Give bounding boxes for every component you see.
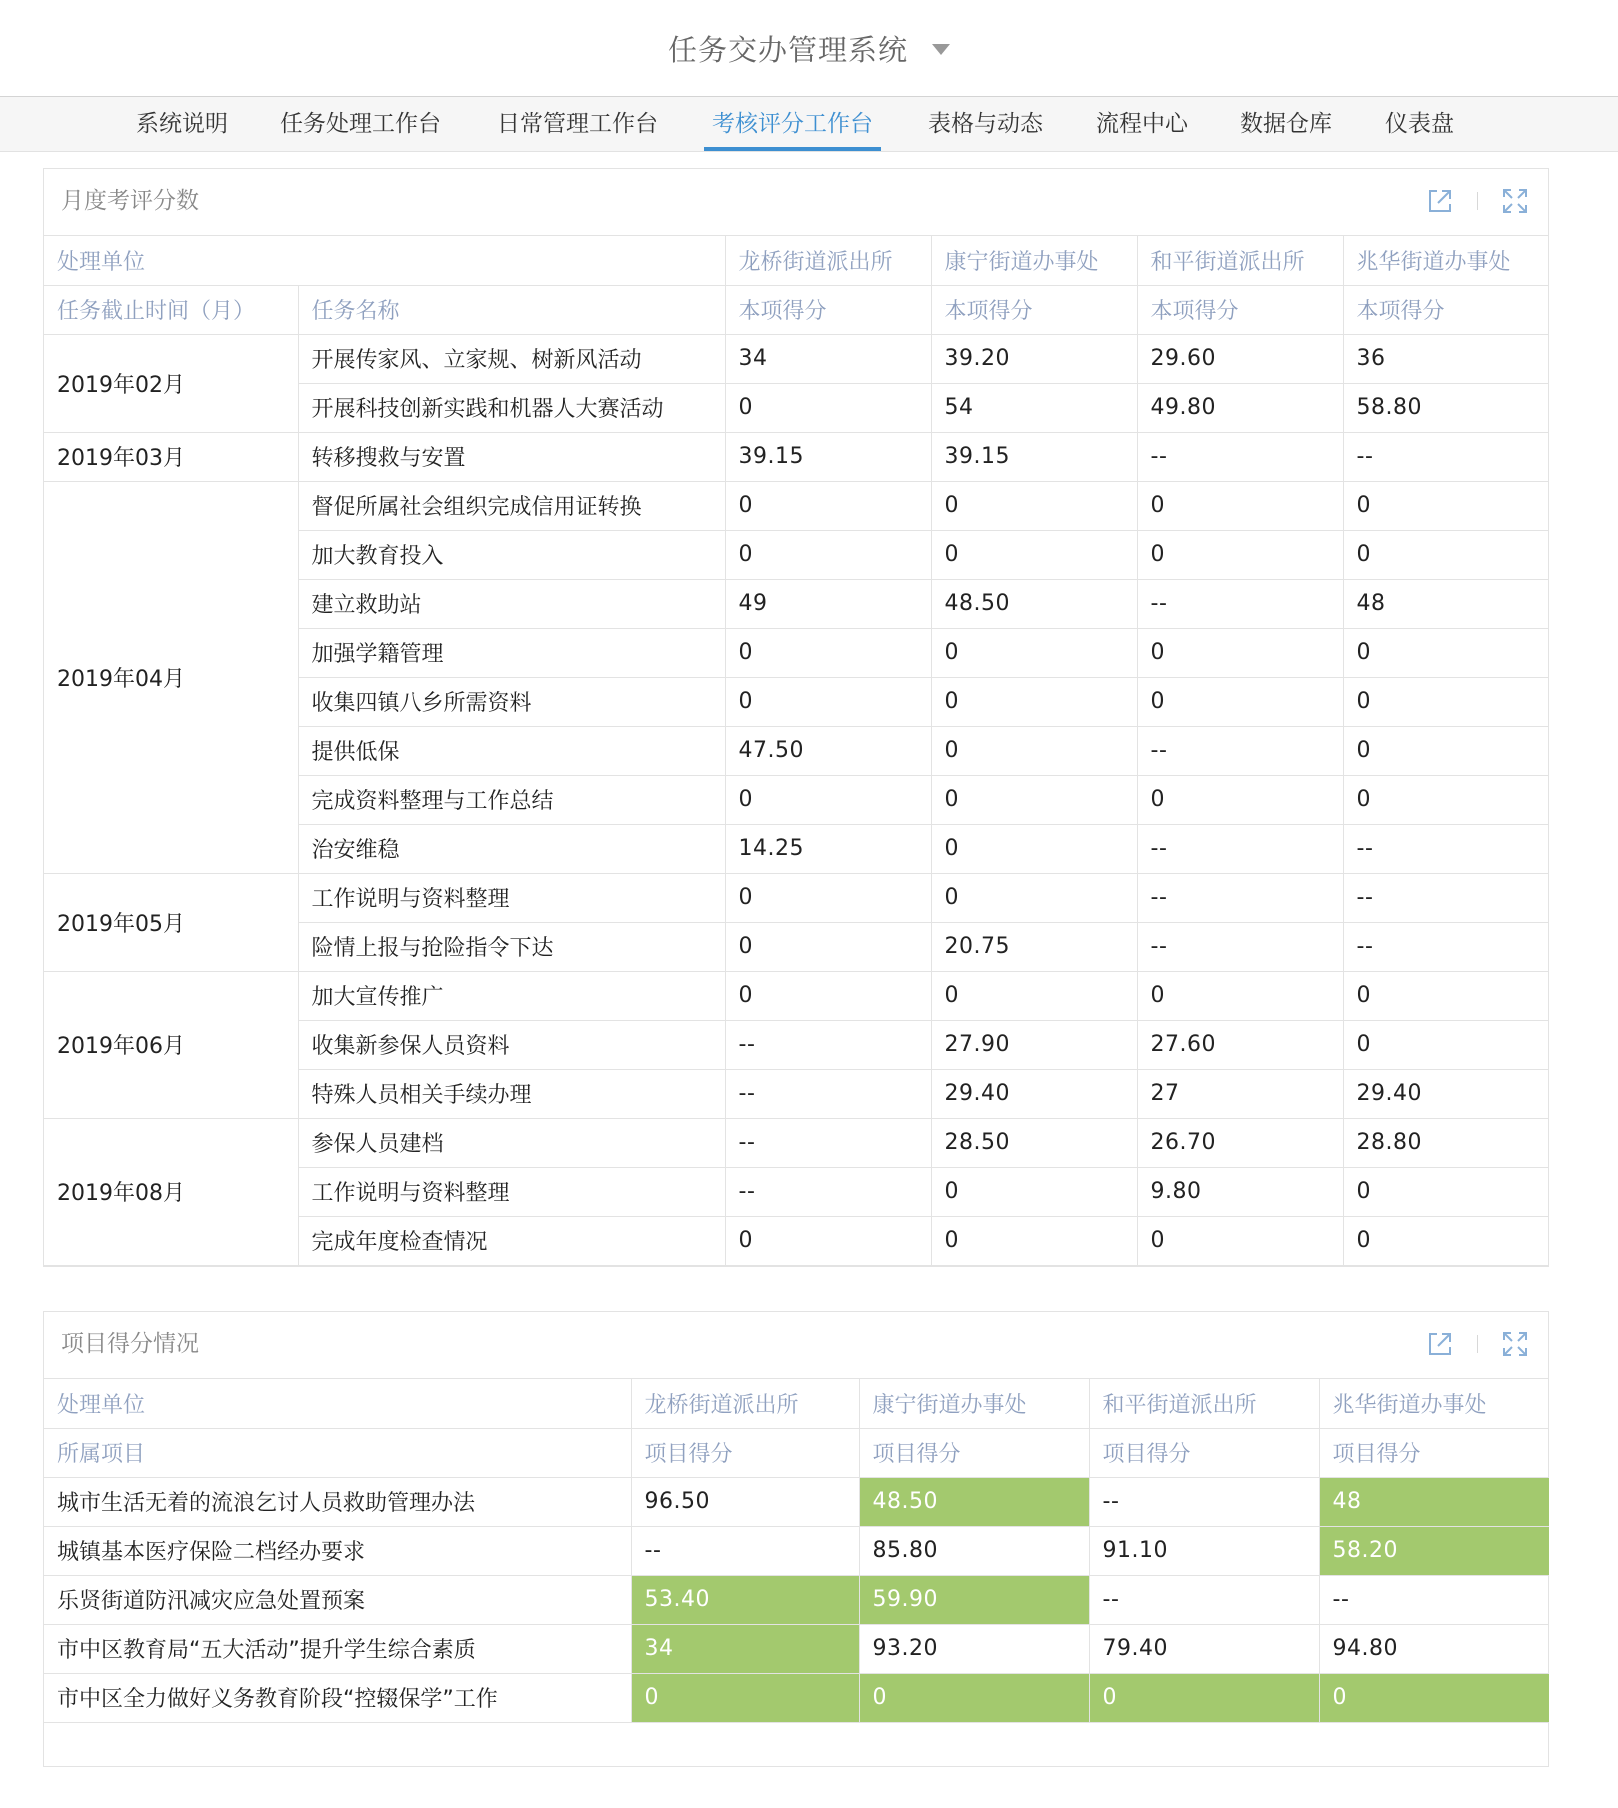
score-cell: 0 [1137, 775, 1343, 824]
score-cell: -- [1343, 873, 1549, 922]
panel-tools [1425, 1328, 1530, 1360]
table-row [44, 1575, 1549, 1624]
score-cell: 0 [931, 971, 1137, 1020]
score-cell-highlighted: 34 [631, 1624, 859, 1673]
score-cell-highlighted: 0 [631, 1673, 859, 1722]
fullscreen-icon[interactable] [1500, 1329, 1530, 1359]
score-column-header: 项目得分 [1319, 1428, 1549, 1477]
score-cell: 0 [1343, 775, 1549, 824]
month-cell: 2019年03月 [44, 432, 298, 481]
score-cell: 0 [1343, 628, 1549, 677]
score-cell: 0 [931, 677, 1137, 726]
tab-daily-workbench[interactable]: 日常管理工作台 [497, 111, 658, 137]
score-cell: -- [1137, 922, 1343, 971]
task-name-cell: 建立救助站 [298, 579, 725, 628]
task-name-cell: 工作说明与资料整理 [298, 1167, 725, 1216]
score-cell: 0 [1137, 971, 1343, 1020]
score-cell: 39.15 [725, 432, 931, 481]
score-cell: -- [725, 1069, 931, 1118]
score-cell: 0 [931, 1216, 1137, 1265]
score-cell-highlighted: 48.50 [859, 1477, 1089, 1526]
score-cell: 49 [725, 579, 931, 628]
score-cell: 29.40 [1343, 1069, 1549, 1118]
score-cell: 0 [1343, 1020, 1549, 1069]
score-cell: 36 [1343, 334, 1549, 383]
score-cell: 20.75 [931, 922, 1137, 971]
panel-header [44, 1312, 1548, 1379]
score-column-header: 本项得分 [1343, 285, 1549, 334]
task-name-cell: 完成年度检查情况 [298, 1216, 725, 1265]
table-row [44, 971, 1549, 1020]
score-cell: 0 [1137, 628, 1343, 677]
score-cell: 58.80 [1343, 383, 1549, 432]
unit-name: 兆华街道办事处 [1343, 236, 1549, 285]
score-cell: 27 [1137, 1069, 1343, 1118]
score-cell: 48 [1343, 579, 1549, 628]
table-row [44, 432, 1549, 481]
score-cell: -- [1137, 726, 1343, 775]
project-score-panel [43, 1311, 1549, 1767]
panel-tools [1425, 185, 1530, 217]
score-cell: 0 [931, 726, 1137, 775]
score-cell: 0 [725, 922, 931, 971]
project-name-cell: 乐贤街道防汛减灾应急处置预案 [44, 1575, 631, 1624]
month-cell: 2019年02月 [44, 334, 298, 432]
score-cell: -- [725, 1118, 931, 1167]
tool-divider [1477, 1335, 1478, 1353]
tab-task-workbench[interactable]: 任务处理工作台 [280, 111, 441, 137]
score-cell: -- [1319, 1575, 1549, 1624]
task-name-cell: 收集四镇八乡所需资料 [298, 677, 725, 726]
unit-name: 龙桥街道派出所 [725, 236, 931, 285]
header-row [44, 236, 1549, 285]
score-cell: 0 [725, 383, 931, 432]
app-title[interactable]: 任务交办管理系统 [667, 32, 908, 67]
table-row [44, 1624, 1549, 1673]
score-cell: 39.15 [931, 432, 1137, 481]
score-cell: -- [1343, 922, 1549, 971]
tab-dashboard[interactable]: 仪表盘 [1385, 111, 1454, 137]
chevron-down-icon[interactable] [932, 44, 950, 55]
score-cell-highlighted: 0 [1319, 1673, 1549, 1722]
score-cell: 48.50 [931, 579, 1137, 628]
score-cell: 0 [725, 873, 931, 922]
task-name-cell: 开展传家风、立家规、树新风活动 [298, 334, 725, 383]
score-cell: 0 [1137, 1216, 1343, 1265]
unit-name: 康宁街道办事处 [859, 1379, 1089, 1428]
score-cell: 0 [725, 530, 931, 579]
score-column-header: 本项得分 [931, 285, 1137, 334]
score-column-header: 本项得分 [725, 285, 931, 334]
score-cell-highlighted: 53.40 [631, 1575, 859, 1624]
month-cell: 2019年05月 [44, 873, 298, 971]
project-name-cell: 市中区教育局“五大活动”提升学生综合素质 [44, 1624, 631, 1673]
table-row [44, 1477, 1549, 1526]
score-cell: 0 [1343, 481, 1549, 530]
score-cell: 27.90 [931, 1020, 1137, 1069]
score-cell: -- [1137, 824, 1343, 873]
score-column-header: 本项得分 [1137, 285, 1343, 334]
task-name-cell: 参保人员建档 [298, 1118, 725, 1167]
score-cell: 0 [931, 1167, 1137, 1216]
panel-footer [44, 1723, 1548, 1766]
score-cell: 0 [1343, 1167, 1549, 1216]
score-cell: 0 [725, 481, 931, 530]
score-cell: -- [1137, 579, 1343, 628]
open-external-icon[interactable] [1425, 186, 1455, 216]
tab-system-intro[interactable]: 系统说明 [136, 111, 228, 137]
task-name-cell: 督促所属社会组织完成信用证转换 [298, 481, 725, 530]
task-name-cell: 加大宣传推广 [298, 971, 725, 1020]
project-column-header: 所属项目 [44, 1428, 631, 1477]
project-name-cell: 城镇基本医疗保险二档经办要求 [44, 1526, 631, 1575]
score-cell: 49.80 [1137, 383, 1343, 432]
table-row [44, 1526, 1549, 1575]
score-cell: 14.25 [725, 824, 931, 873]
score-cell: -- [725, 1020, 931, 1069]
score-cell: 91.10 [1089, 1526, 1319, 1575]
score-cell: 0 [931, 481, 1137, 530]
score-cell: 28.50 [931, 1118, 1137, 1167]
project-score-table [44, 1379, 1549, 1723]
score-column-header: 项目得分 [859, 1428, 1089, 1477]
score-cell: 0 [1137, 677, 1343, 726]
main-nav [0, 97, 1618, 152]
score-cell: 47.50 [725, 726, 931, 775]
tab-process-center[interactable]: 流程中心 [1096, 111, 1188, 137]
unit-header: 处理单位 [44, 236, 725, 285]
open-external-icon[interactable] [1425, 1329, 1455, 1359]
score-cell: 0 [1137, 481, 1343, 530]
score-cell: 0 [931, 775, 1137, 824]
score-cell: -- [1089, 1477, 1319, 1526]
project-name-cell: 城市生活无着的流浪乞讨人员救助管理办法 [44, 1477, 631, 1526]
score-cell: -- [1089, 1575, 1319, 1624]
score-cell: 0 [931, 824, 1137, 873]
score-cell: -- [1343, 432, 1549, 481]
panel-header [44, 169, 1548, 236]
score-cell: 96.50 [631, 1477, 859, 1526]
score-cell: 0 [1137, 530, 1343, 579]
score-cell: -- [1343, 824, 1549, 873]
score-cell: 39.20 [931, 334, 1137, 383]
score-cell: 29.60 [1137, 334, 1343, 383]
score-cell: 28.80 [1343, 1118, 1549, 1167]
task-name-cell: 工作说明与资料整理 [298, 873, 725, 922]
score-cell: -- [631, 1526, 859, 1575]
score-cell: 0 [725, 677, 931, 726]
score-cell: 85.80 [859, 1526, 1089, 1575]
task-name-cell: 转移搜救与安置 [298, 432, 725, 481]
score-cell: 0 [931, 628, 1137, 677]
unit-name: 和平街道派出所 [1089, 1379, 1319, 1428]
score-cell: -- [1137, 873, 1343, 922]
app-header [0, 0, 1618, 97]
table-row [44, 1118, 1549, 1167]
tab-scoring-workbench[interactable]: 考核评分工作台 [712, 97, 873, 151]
table-row [44, 481, 1549, 530]
project-name-cell: 市中区全力做好义务教育阶段“控辍保学”工作 [44, 1673, 631, 1722]
header-row [44, 285, 1549, 334]
table-row [44, 1673, 1549, 1722]
tab-tables-dynamics[interactable]: 表格与动态 [928, 111, 1043, 137]
score-cell-highlighted: 0 [859, 1673, 1089, 1722]
header-row [44, 1428, 1549, 1477]
score-cell: 9.80 [1137, 1167, 1343, 1216]
score-cell: 0 [1343, 971, 1549, 1020]
score-cell: 93.20 [859, 1624, 1089, 1673]
unit-name: 兆华街道办事处 [1319, 1379, 1549, 1428]
score-cell: 0 [1343, 726, 1549, 775]
month-cell: 2019年08月 [44, 1118, 298, 1265]
score-cell-highlighted: 58.20 [1319, 1526, 1549, 1575]
score-cell: 29.40 [931, 1069, 1137, 1118]
header-row [44, 1379, 1549, 1428]
month-cell: 2019年04月 [44, 481, 298, 873]
task-name-cell: 治安维稳 [298, 824, 725, 873]
score-cell: 0 [931, 530, 1137, 579]
unit-name: 和平街道派出所 [1137, 236, 1343, 285]
score-cell: 26.70 [1137, 1118, 1343, 1167]
score-cell: 0 [1343, 1216, 1549, 1265]
task-name-cell: 提供低保 [298, 726, 725, 775]
score-cell: 0 [725, 775, 931, 824]
score-cell: 94.80 [1319, 1624, 1549, 1673]
score-cell: 34 [725, 334, 931, 383]
score-cell: -- [1137, 432, 1343, 481]
score-cell: 79.40 [1089, 1624, 1319, 1673]
score-cell: 0 [1343, 677, 1549, 726]
score-cell-highlighted: 59.90 [859, 1575, 1089, 1624]
score-cell: 54 [931, 383, 1137, 432]
unit-name: 康宁街道办事处 [931, 236, 1137, 285]
score-cell: 0 [725, 1216, 931, 1265]
monthly-score-table [44, 236, 1549, 1266]
score-column-header: 项目得分 [631, 1428, 859, 1477]
score-cell-highlighted: 48 [1319, 1477, 1549, 1526]
panel-title: 项目得分情况 [61, 1331, 199, 1357]
score-cell: 0 [1343, 530, 1549, 579]
score-cell: 27.60 [1137, 1020, 1343, 1069]
task-name-cell: 完成资料整理与工作总结 [298, 775, 725, 824]
table-row [44, 873, 1549, 922]
score-column-header: 项目得分 [1089, 1428, 1319, 1477]
monthly-score-panel [43, 168, 1549, 1267]
task-name-cell: 险情上报与抢险指令下达 [298, 922, 725, 971]
score-cell: -- [725, 1167, 931, 1216]
table-row [44, 334, 1549, 383]
month-column-header: 任务截止时间（月） [44, 285, 298, 334]
tab-data-warehouse[interactable]: 数据仓库 [1240, 111, 1332, 137]
unit-header: 处理单位 [44, 1379, 631, 1428]
panel-title: 月度考评分数 [61, 188, 199, 214]
score-cell: 0 [725, 971, 931, 1020]
task-name-cell: 加强学籍管理 [298, 628, 725, 677]
task-column-header: 任务名称 [298, 285, 725, 334]
score-cell-highlighted: 0 [1089, 1673, 1319, 1722]
unit-name: 龙桥街道派出所 [631, 1379, 859, 1428]
task-name-cell: 加大教育投入 [298, 530, 725, 579]
fullscreen-icon[interactable] [1500, 186, 1530, 216]
tool-divider [1477, 192, 1478, 210]
score-cell: 0 [931, 873, 1137, 922]
task-name-cell: 开展科技创新实践和机器人大赛活动 [298, 383, 725, 432]
task-name-cell: 特殊人员相关手续办理 [298, 1069, 725, 1118]
score-cell: 0 [725, 628, 931, 677]
task-name-cell: 收集新参保人员资料 [298, 1020, 725, 1069]
month-cell: 2019年06月 [44, 971, 298, 1118]
